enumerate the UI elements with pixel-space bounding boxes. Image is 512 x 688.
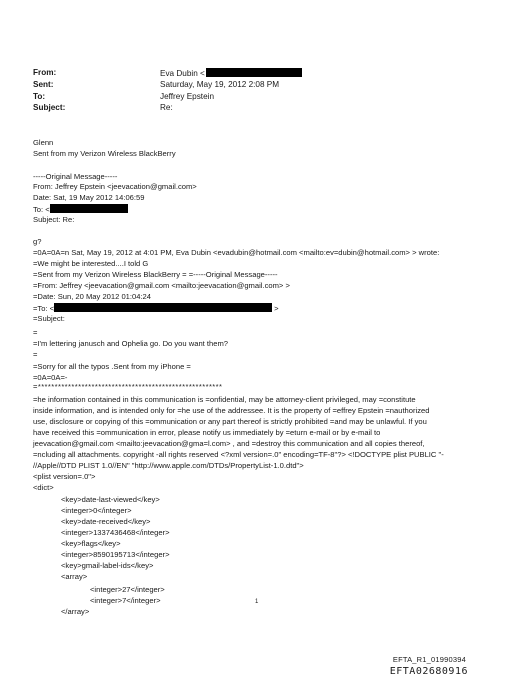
plist-line: <key>date-received</key> — [61, 517, 151, 526]
bates-number-large: EFTA02680916 — [389, 666, 468, 677]
plist-line: <integer>1337436468</integer> — [61, 528, 170, 537]
from-label: From: — [33, 68, 57, 77]
quoted-line: =Sorry for all the typos .Sent from my iPhone = — [33, 362, 191, 371]
original-divider: -----Original Message----- — [33, 172, 118, 181]
quoted-line: =0A=0A=n Sat, May 19, 2012 at 4:01 PM, Eva Dubin <evadubin@hotmail.com <mailto:ev=dubin@hotmail.com> > wrote: — [33, 248, 440, 257]
disclaimer-line: //Apple//DTD PLIST 1.0//EN" "http://www.apple.com/DTDs/PropertyList-1.0.dtd"> — [33, 461, 304, 470]
body-line: Sent from my Verizon Wireless BlackBerry — [33, 149, 176, 158]
disclaimer-line: jeevacation@gmail.com <mailto:jeevacation@gma=l.com> , and =destroy this communication and all copies thereof, — [33, 439, 425, 448]
quoted-line: = — [33, 350, 38, 359]
original-to: To: < — [33, 204, 128, 214]
plist-line: <integer>7</integer> — [90, 596, 161, 605]
sent-label: Sent: — [33, 80, 54, 89]
to-value: Jeffrey Epstein — [160, 92, 215, 101]
to-label: To: — [33, 92, 46, 101]
plist-line: <array> — [61, 572, 88, 581]
subject-value: Re: — [160, 103, 173, 112]
body-line: Glenn — [33, 138, 54, 147]
quoted-line: =We might be interested....I told G — [33, 259, 149, 268]
redaction-box — [206, 68, 302, 77]
original-subject: Subject: Re: — [33, 215, 75, 224]
plist-line: <key>flags</key> — [61, 539, 121, 548]
disclaimer-line: =he information contained in this communication is =onfidential, may be attorney-client privileged, may =constitute — [33, 395, 416, 404]
from-value: Eva Dubin < — [160, 68, 302, 79]
disclaimer-line: use, disclosure or copying of this =ommunication or any part thereof is strictly prohibited =and may be unlawful. If you — [33, 417, 427, 426]
disclaimer-line: <plist version=.0"> — [33, 472, 96, 481]
disclaimer-line: =ncluding all attachments. copyright -all rights reserved <?xml version=.0" encoding=TF-8"?> <!DOCTYPE plist PUBLIC "- — [33, 450, 444, 459]
redaction-box — [50, 204, 128, 213]
plist-line: </array> — [61, 607, 90, 616]
quoted-line: =From: Jeffrey <jeevacation@gmail.com <mailto:jeevacation@gmail.com> > — [33, 281, 290, 290]
plist-line: <integer>0</integer> — [61, 506, 132, 515]
quoted-line: =Date: Sun, 20 May 2012 01:04:24 — [33, 292, 151, 301]
quoted-line: = — [33, 328, 38, 337]
disclaimer-line: inside information, and is intended only for =he use of the addressee. It is the property of =effrey Epstein =nauthorized — [33, 406, 430, 415]
star-divider: =******************************************************* — [33, 382, 223, 391]
quoted-line: =Sent from my Verizon Wireless BlackBerry = =-----Original Message----- — [33, 270, 278, 279]
page-number: 1 — [255, 599, 259, 605]
subject-label: Subject: — [33, 103, 66, 112]
bates-number-small: EFTA_R1_01990394 — [392, 655, 466, 664]
quoted-to-line: =To: < > — [33, 304, 279, 313]
quoted-line: g? — [33, 237, 42, 246]
disclaimer-line: <dict> — [33, 483, 54, 492]
quoted-line: =0A=0A=- — [33, 373, 68, 382]
redaction-box — [54, 303, 272, 312]
sent-value: Saturday, May 19, 2012 2:08 PM — [160, 80, 280, 89]
plist-line: <integer>8590195713</integer> — [61, 550, 170, 559]
plist-line: <key>date-last-viewed</key> — [61, 495, 160, 504]
plist-line: <key>gmail-label-ids</key> — [61, 561, 154, 570]
quoted-line: =Subject: — [33, 314, 65, 323]
plist-line: <integer>27</integer> — [90, 585, 165, 594]
original-from: From: Jeffrey Epstein <jeevacation@gmail.com> — [33, 182, 197, 191]
disclaimer-line: have received this =ommunication in error, please notify us immediately by =eturn e-mail or by e-mail to — [33, 428, 381, 437]
original-date: Date: Sat, 19 May 2012 14:06:59 — [33, 193, 145, 202]
quoted-line: =I'm lettering janusch and Ophelia go. Do you want them? — [33, 339, 228, 348]
